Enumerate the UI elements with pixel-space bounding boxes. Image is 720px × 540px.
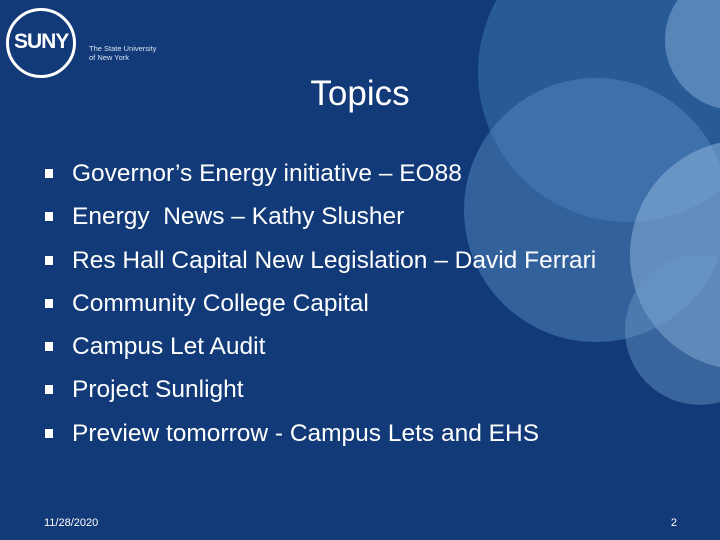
logo-subtitle-line2: of New York xyxy=(89,53,130,62)
square-bullet-icon xyxy=(45,429,53,438)
bullet-text: Governor’s Energy initiative – EO88 xyxy=(72,160,462,187)
bullet-item xyxy=(42,412,682,455)
bullet-text: Project Sunlight xyxy=(72,376,244,404)
square-bullet-icon xyxy=(45,299,53,308)
square-bullet-icon xyxy=(45,385,53,394)
bullet-list xyxy=(42,152,682,455)
bullet-text: Campus Let Audit xyxy=(72,333,266,361)
bullet-text: Community College Capital xyxy=(72,289,369,317)
bullet-text: Res Hall Capital New Legislation – David Ferrari xyxy=(72,246,597,274)
square-bullet-icon xyxy=(45,342,53,351)
suny-logo xyxy=(6,8,176,82)
bullet-item xyxy=(42,152,682,195)
square-bullet-icon xyxy=(45,212,53,221)
page-number: 2 xyxy=(670,517,677,529)
bullet-item xyxy=(42,195,682,238)
bullet-item xyxy=(42,282,682,325)
logo-subtitle-line1: The State University xyxy=(89,44,157,53)
logo-wordmark: SUNY xyxy=(14,30,69,53)
bullet-text: Energy News – Kathy Slusher xyxy=(72,203,405,231)
footer-date: 11/28/2020 xyxy=(44,517,99,529)
logo-subtitle xyxy=(89,44,179,62)
square-bullet-icon xyxy=(45,169,53,178)
bullet-item xyxy=(42,368,682,411)
slide-title: Topics xyxy=(310,74,410,113)
bullet-item xyxy=(42,239,682,282)
bullet-item xyxy=(42,325,682,368)
bullet-text: Preview tomorrow - Campus Lets and EHS xyxy=(72,419,540,447)
square-bullet-icon xyxy=(45,256,53,265)
